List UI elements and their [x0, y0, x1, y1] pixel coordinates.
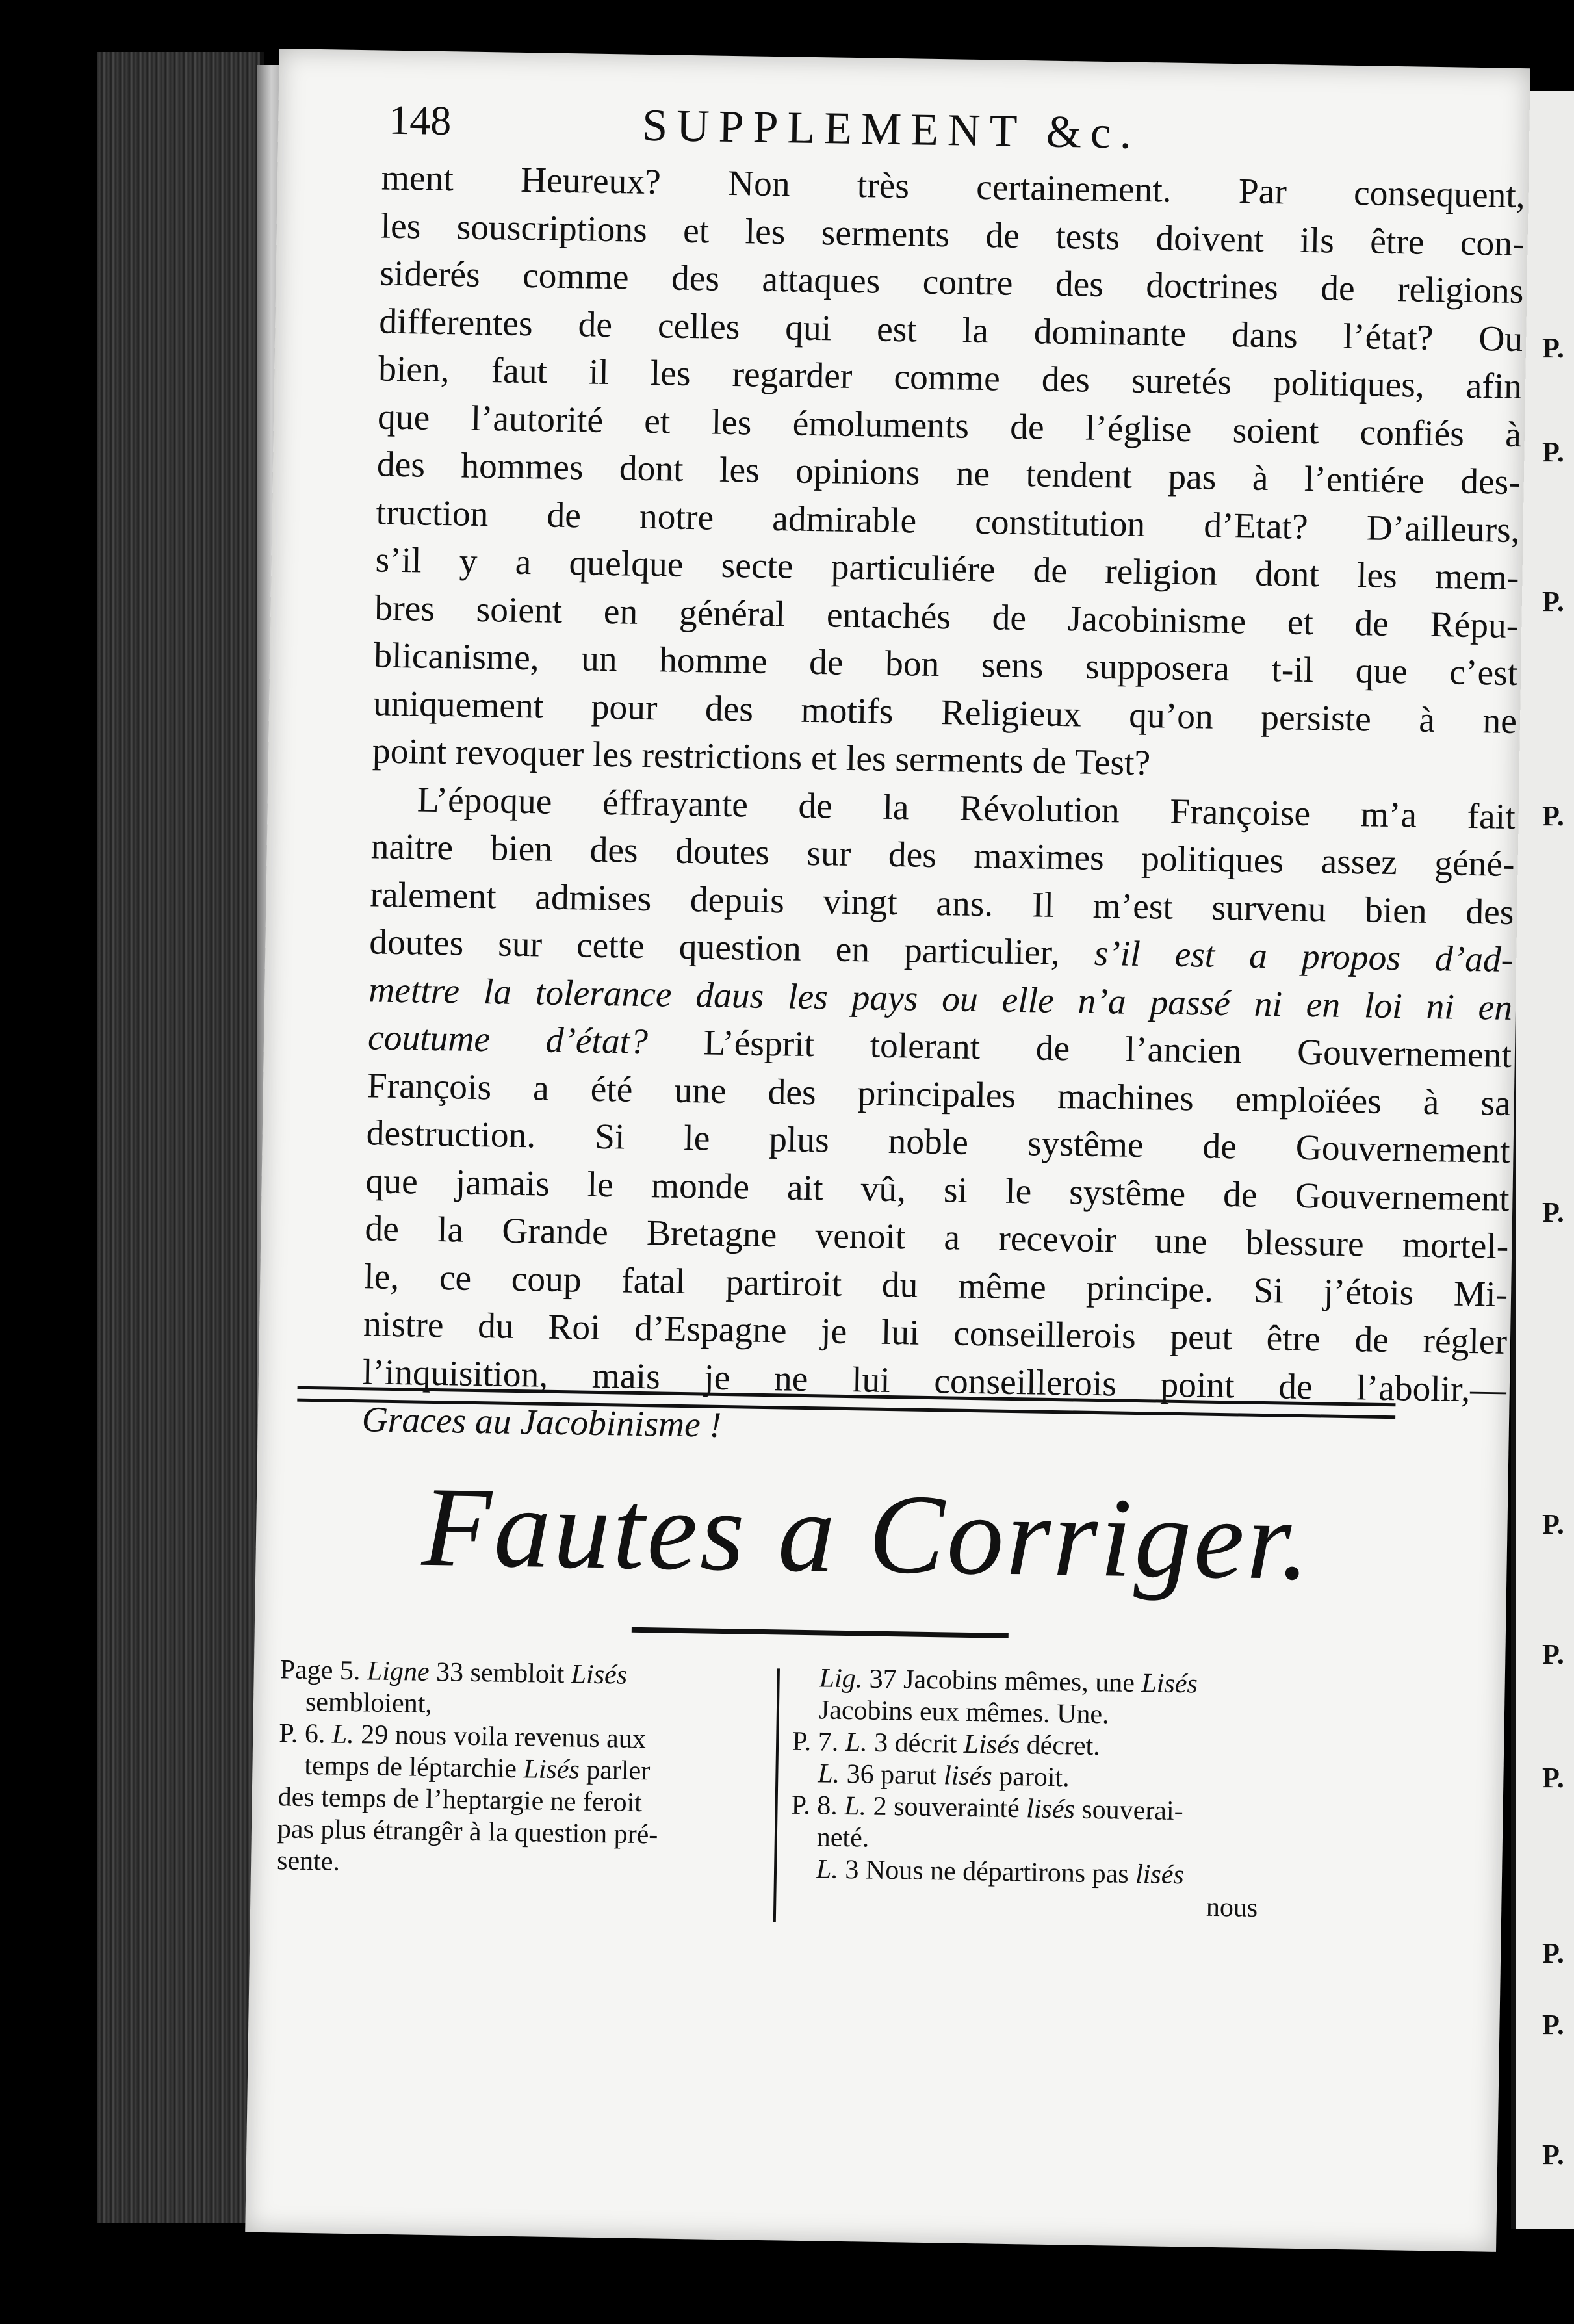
- errata-line-label: Lig.: [819, 1663, 863, 1694]
- next-page-mark: P.: [1542, 436, 1564, 468]
- errata-correction: souverai-: [1074, 1794, 1184, 1827]
- book-spine: [97, 52, 264, 2223]
- paragraph-text: L’ésprit tolerant de l’ancien Gouvernement: [647, 1022, 1512, 1076]
- next-page-mark: P.: [1542, 1937, 1564, 1969]
- italic-question: coutume d’état?: [367, 1018, 649, 1063]
- errata-line-label: L.: [845, 1727, 868, 1758]
- errata-line-label: L.: [816, 1854, 839, 1885]
- errata-lises: lisés: [1135, 1859, 1185, 1891]
- page-number: 148: [388, 96, 452, 144]
- body-line: uniquement pour des motifs Religieux qu’on persiste à ne: [372, 683, 1517, 742]
- errata-left-column: [277, 1654, 774, 1885]
- body-line: truction de notre admirable constitution d’Etat? D’ailleurs,: [376, 492, 1521, 550]
- errata-text: 29 nous voila revenus aux: [354, 1720, 647, 1755]
- body-line: differentes de celles qui est la dominante dans l’état? Ou: [378, 301, 1523, 359]
- errata-correction: décret.: [1019, 1730, 1101, 1762]
- running-title: SUPPLEMENT &c.: [641, 100, 1141, 159]
- errata-ref: P. 7.: [792, 1726, 846, 1757]
- errata-continuation: des temps de l’heptargie ne feroit: [277, 1782, 643, 1818]
- body-line: que l’autorité et les émoluments de l’église soient confiés à: [377, 396, 1522, 455]
- errata-text: 3 décrit: [867, 1727, 964, 1759]
- paragraph-line: François a été une des principales machines emploïées à sa: [367, 1065, 1512, 1124]
- body-line: siderés comme des attaques contre des doctrines de religions: [380, 253, 1524, 312]
- paragraph-line: nistre du Roi d’Espagne je lui conseillerois peut être de régler: [363, 1304, 1508, 1362]
- errata-text: temps de léptarchie: [304, 1750, 524, 1785]
- next-page-mark: P.: [1542, 332, 1564, 364]
- body-line: bien, faut il les regarder comme des suretés politiques, afin: [378, 349, 1523, 407]
- errata-right-column: [790, 1662, 1300, 1925]
- next-page-mark: P.: [1542, 1196, 1564, 1228]
- page-148: [245, 49, 1530, 2252]
- next-page-mark: P.: [1542, 1762, 1564, 1794]
- errata-title: Fautes a Corriger.: [420, 1463, 1313, 1604]
- body-line: ment Heureux? Non très certainement. Par consequent,: [381, 158, 1526, 216]
- errata-line-label: L.: [331, 1719, 355, 1750]
- body-line: bres soient en général entachés de Jacobinisme et de Répu-: [374, 587, 1519, 646]
- body-line: blicanisme, un homme de bon sens supposera t-il que c’est: [373, 636, 1518, 694]
- errata-line-label: Ligne: [367, 1656, 430, 1687]
- body-line: des hommes dont les opinions ne tendent pas à l’entiére des-: [376, 445, 1521, 503]
- errata-lises: Lisés: [963, 1729, 1020, 1761]
- errata-text: 33 sembloit: [429, 1657, 572, 1690]
- errata-line-label: L.: [818, 1759, 840, 1789]
- paragraph-line: de la Grande Bretagne venoit a recevoir une blessure mortel-: [365, 1209, 1509, 1267]
- next-page-mark: P.: [1542, 1508, 1564, 1540]
- errata-continuation: pas plus étrangêr à la question pré-: [277, 1814, 658, 1850]
- paragraph-line: L’époque éffrayante de la Révolution Françoise m’a fait: [417, 779, 1516, 837]
- paragraph-line: naitre bien des doutes sur des maximes politiques assez géné-: [370, 827, 1515, 885]
- errata-line-label: L.: [844, 1790, 867, 1822]
- closing-italic: Graces au Jacobinisme !: [361, 1400, 722, 1445]
- body-line: s’il y a quelque secte particuliére de religion dont les mem-: [375, 540, 1519, 599]
- body-line: point revoquer les restrictions et les serments de Test?: [372, 731, 1151, 784]
- next-page-mark: P.: [1542, 1638, 1564, 1670]
- errata-ref: P. 8.: [791, 1790, 845, 1821]
- next-page-mark: P.: [1542, 2009, 1564, 2041]
- next-page-mark: P.: [1542, 800, 1564, 832]
- paragraph-line: l’inquisition, mais je ne lui conseillerois point de l’abolir,—: [362, 1352, 1507, 1410]
- errata-correction: sembloient,: [305, 1686, 433, 1719]
- errata-lises: lisés: [943, 1761, 993, 1792]
- body-text: [361, 154, 1525, 1462]
- errata-text: 37 Jacobins mêmes, une: [862, 1664, 1142, 1699]
- italic-question: s’il est a propos d’ad-: [1094, 933, 1514, 980]
- errata-correction: Jacobins eux mêmes. Une.: [818, 1695, 1109, 1730]
- errata-correction: nous: [1206, 1892, 1258, 1923]
- errata-lises: Lisés: [523, 1754, 580, 1785]
- column-divider: [773, 1668, 780, 1922]
- paragraph-line: destruction. Si le plus noble systême de Gouvernement: [366, 1113, 1511, 1171]
- paragraph-line: que jamais le monde ait vû, si le systême de Gouvernement: [365, 1161, 1510, 1219]
- paragraph-line: ralement admises depuis vingt ans. Il m’est survenu bien des: [370, 874, 1514, 933]
- errata-lises: lisés: [1026, 1794, 1076, 1825]
- errata-lises: Lisés: [1141, 1668, 1198, 1699]
- errata-ref: P. 6.: [278, 1718, 333, 1749]
- paragraph-text: doutes sur cette question en particulier,: [368, 922, 1095, 974]
- errata-text: 36 parut: [839, 1759, 944, 1791]
- body-line: les souscriptions et les serments de tests doivent ils être con-: [380, 205, 1525, 264]
- errata-ref: Page 5.: [279, 1655, 368, 1686]
- errata-correction: neté.: [816, 1822, 870, 1853]
- errata-lises: Lisés: [571, 1659, 628, 1690]
- errata-correction: paroit.: [992, 1761, 1070, 1793]
- errata-text: 2 souverainté: [866, 1791, 1027, 1824]
- errata-continuation: sente.: [276, 1846, 341, 1877]
- errata-text: parler: [579, 1755, 651, 1787]
- next-page-mark: P.: [1542, 586, 1564, 617]
- italic-question: mettre la tolerance daus les pays ou elle n’a passé ni en loi ni en: [368, 970, 1513, 1028]
- short-rule: [632, 1627, 1009, 1638]
- paragraph-line: le, ce coup fatal partiroit du même principe. Si j’étois Mi-: [363, 1256, 1508, 1315]
- next-page-mark: P.: [1542, 2139, 1564, 2171]
- errata-text: 3 Nous ne départirons pas: [838, 1854, 1136, 1890]
